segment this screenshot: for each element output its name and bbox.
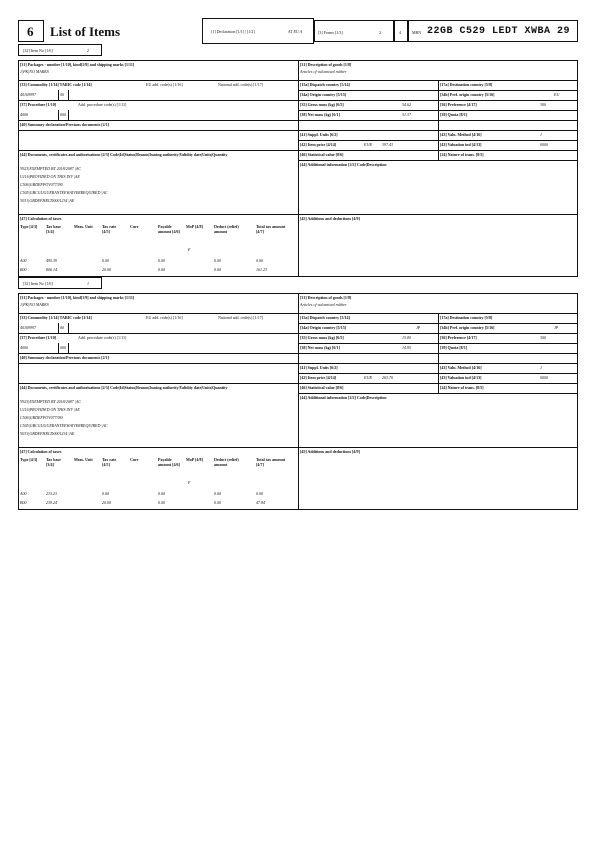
forms-total: 4	[399, 30, 401, 35]
tax-col-total: Total tax amount [4/7]	[256, 224, 286, 234]
tax-cell-payable: 0.00	[158, 491, 165, 496]
add-procedure-label: Add. procedure code(s) [1/11]	[78, 102, 127, 107]
tax-col-payable: Payable amount [4/6]	[158, 457, 180, 467]
tax-cell-type: A00	[20, 258, 27, 263]
tax-cell-total: 0.00	[256, 258, 263, 263]
document-line: C506|GBDEFPOV077390	[20, 415, 63, 420]
additions-label: [45] Additions and deductions [4/9]	[300, 216, 360, 221]
document-line: C505|GBCGUGUERANTEEWAIVERREQUIRED |AC	[20, 190, 108, 195]
document-line: Y031|GBDEFHRCD0001234 |AE	[20, 198, 75, 203]
suppl-units-label: [41] Suppl. Units [6/2]	[300, 132, 338, 137]
tax-cell-type: B00	[20, 267, 27, 272]
item-number: 2	[87, 48, 89, 53]
tax-col-rate: Tax rate [4/5]	[102, 224, 117, 234]
preference-label: [36] Preference [4/17]	[440, 102, 477, 107]
tax-cell-total: 0.00	[256, 491, 263, 496]
valuation-ind-value: 0000	[540, 375, 548, 380]
nature-label: [24] Nature of trans. [8/5]	[440, 385, 484, 390]
item-price-label: [42] Item price [4/14]	[300, 375, 337, 380]
description-value: Articles of vulcanised rubber	[300, 69, 347, 74]
tax-cell-total: 47.84	[256, 500, 265, 505]
gross-mass-label: [35] Gross mass (kg) [6/5]	[300, 102, 344, 107]
destination-country-label: [17a] Destination country [5/8]	[440, 82, 493, 87]
procedure-suffix: 000	[60, 345, 66, 350]
tax-col-meas: Meas. Unit	[74, 224, 93, 229]
tax-cell-rate: 20.00	[102, 500, 111, 505]
item-price-label: [42] Item price [4/14]	[300, 142, 337, 147]
page-number: 6	[27, 24, 34, 39]
tax-cell-base: 806.14	[46, 267, 57, 272]
tax-col-curr: Curr	[130, 457, 139, 462]
document-line: Y923|EXEMPTED BY 2018/2087 |AC	[20, 399, 81, 404]
item-price-currency: EUR	[364, 142, 372, 147]
add-procedure-label: Add. procedure code(s) [1/11]	[78, 335, 127, 340]
description-label: [31] Description of goods [1/8]	[300, 295, 352, 300]
net-mass-value: 51.37	[402, 112, 411, 117]
tax-cell-deduct: 0.00	[214, 267, 221, 272]
packages-value: 1|PK|NO MARKS	[20, 302, 49, 307]
pref-origin-country-label: [34b] Pref. origin country [5/16]	[440, 92, 495, 97]
mop-marker: F	[188, 480, 191, 485]
commodity-label: [33] Commodity [1/14] TARIC code [1/14]	[20, 82, 92, 87]
mrn-label: MRN	[412, 30, 422, 35]
tax-col-deduct: Deduct (relief) amount	[214, 224, 239, 234]
tax-col-curr: Curr	[130, 224, 139, 229]
item-number-label: [32] Item No [1/6]	[23, 48, 53, 53]
description-label: [31] Description of goods [1/8]	[300, 62, 352, 67]
tax-col-type: Type [4/3]	[20, 224, 38, 229]
item-price-value: 263.70	[382, 375, 393, 380]
tax-col-payable: Payable amount [4/6]	[158, 224, 180, 234]
nature-label: [24] Nature of trans. [8/5]	[440, 152, 484, 157]
document-line: C506|GBDEFPOV077390	[20, 182, 63, 187]
valuation-ind-label: [43] Valuation ind [4/13]	[440, 142, 482, 147]
commodity-suffix: 00	[60, 92, 64, 97]
forms-box	[314, 20, 394, 42]
tax-cell-deduct: 0.00	[214, 258, 221, 263]
commodity-value: 40169997	[20, 92, 36, 97]
tax-cell-rate: 0.00	[102, 258, 109, 263]
procedure-suffix: 000	[60, 112, 66, 117]
gross-mass-value: 15.80	[402, 335, 411, 340]
tax-col-mop: MoP [4/8]	[186, 224, 203, 229]
tax-cell-payable: 0.00	[158, 258, 165, 263]
commodity-label: [33] Commodity [1/14] TARIC code [1/14]	[20, 315, 92, 320]
forms-total-box	[394, 20, 408, 42]
commodity-suffix: 00	[60, 325, 64, 330]
statistical-value-label: [46] Statistical value [8/6]	[300, 152, 344, 157]
documents-label: [44] Documents, certificates and authorisations [2/3] Code|Id|Status|Reason|Issuing authority|Validity date|Units|Quantity	[20, 385, 228, 390]
tax-col-type: Type [4/3]	[20, 457, 38, 462]
commodity-value: 40169997	[20, 325, 36, 330]
item-number-label: [32] Item No [1/6]	[23, 281, 53, 286]
tax-cell-total: 161.23	[256, 267, 267, 272]
tax-cell-base: 233.23	[46, 491, 57, 496]
packages-value: 1|PK|NO MARKS	[20, 69, 49, 74]
additions-label: [45] Additions and deductions [4/9]	[300, 449, 360, 454]
page-header	[18, 20, 578, 42]
document-line: U116|PROVIDED ON THIS INV |AE	[20, 407, 80, 412]
quota-label: [39] Quota [8/1]	[440, 112, 468, 117]
procedure-label: [37] Procedure [1/10]	[20, 102, 57, 107]
mrn-box	[408, 20, 578, 42]
gross-mass-value: 54.62	[402, 102, 411, 107]
additional-info-label: [44] Additional information [2/2] Code|Description	[300, 162, 387, 167]
dispatch-country-label: [15a] Dispatch country [5/14]	[300, 82, 350, 87]
declaration-value: AT EU A	[288, 29, 303, 34]
tax-cell-deduct: 0.00	[214, 500, 221, 505]
valuation-method-value: 1	[540, 132, 542, 137]
document-line: C505|GBCGUGUERANTEEWAIVERREQUIRED |AC	[20, 423, 108, 428]
destination-country-label: [17a] Destination country [5/8]	[440, 315, 493, 320]
eu-add-label: EU add. code(s) [1/16]	[146, 315, 183, 320]
document-line: U116|PROVIDED ON THIS INV |AE	[20, 174, 80, 179]
origin-country-label: [34a] Origin country [5/15]	[300, 92, 347, 97]
summary-label: [40] Summary declaration/Previous documents [2/1]	[20, 355, 110, 360]
calculation-label: [47] Calculation of taxes	[20, 449, 62, 454]
suppl-units-label: [41] Suppl. Units [6/2]	[300, 365, 338, 370]
national-add-label: National add. code(s) [1/17]	[218, 82, 264, 87]
documents-list	[20, 399, 296, 439]
page-title: List of Items	[50, 24, 121, 39]
net-mass-value: 14.95	[402, 345, 411, 350]
valuation-ind-label: [43] Valuation ind [4/13]	[440, 375, 482, 380]
tax-cell-payable: 0.00	[158, 500, 165, 505]
document-line: Y923|EXEMPTED BY 2018/2087 |AC	[20, 166, 81, 171]
preference-value: 300	[540, 335, 546, 340]
tax-cell-deduct: 0.00	[214, 491, 221, 496]
tax-cell-type: A00	[20, 491, 27, 496]
tax-cell-rate: 20.00	[102, 267, 111, 272]
documents-list	[20, 166, 296, 206]
tax-col-deduct: Deduct (relief) amount	[214, 457, 239, 467]
tax-cell-base: 495.39	[46, 258, 57, 263]
tax-col-total: Total tax amount [4/7]	[256, 457, 286, 467]
statistical-value-label: [46] Statistical value [8/6]	[300, 385, 344, 390]
valuation-method-value: 1	[540, 365, 542, 370]
quota-label: [39] Quota [8/1]	[440, 345, 468, 350]
tax-row	[20, 491, 296, 499]
origin-country-value: JP	[416, 325, 421, 330]
tax-col-base: Tax base [3/4]	[46, 457, 61, 467]
item-number-box	[18, 44, 102, 56]
item-block	[18, 277, 578, 509]
tax-col-meas: Meas. Unit	[74, 457, 93, 462]
summary-label: [40] Summary declaration/Previous documents [2/1]	[20, 122, 110, 127]
tax-cell-type: B00	[20, 500, 27, 505]
valuation-method-label: [43] Valu. Method [4/16]	[440, 132, 482, 137]
calculation-label: [47] Calculation of taxes	[20, 216, 62, 221]
tax-row	[20, 258, 296, 266]
procedure-value: 4000	[20, 345, 28, 350]
declaration-box	[202, 18, 314, 44]
dispatch-country-label: [15a] Dispatch country [5/14]	[300, 315, 350, 320]
origin-country-label: [34a] Origin country [5/15]	[300, 325, 347, 330]
tax-col-base: Tax base [3/4]	[46, 224, 61, 234]
mop-marker: F	[188, 247, 191, 252]
item-block	[18, 44, 578, 276]
tax-row	[20, 267, 296, 275]
valuation-method-label: [43] Valu. Method [4/16]	[440, 365, 482, 370]
tax-cell-payable: 0.00	[158, 267, 165, 272]
page-number-box	[18, 20, 44, 42]
valuation-ind-value: 0000	[540, 142, 548, 147]
documents-label: [44] Documents, certificates and authorisations [2/3] Code|Id|Status|Reason|Issuing authority|Validity date|Units|Quantity	[20, 152, 228, 157]
item-price-value: 397.43	[382, 142, 393, 147]
pref-origin-country-value: JP	[554, 325, 559, 330]
eu-add-label: EU add. code(s) [1/16]	[146, 82, 183, 87]
forms-value: 2	[379, 30, 381, 35]
forms-label: [3] Forms [1/3]	[318, 30, 343, 35]
document-line: Y031|GBDEFHRCD0001234 |AE	[20, 431, 75, 436]
tax-cell-rate: 0.00	[102, 491, 109, 496]
tax-cell-base: 239.24	[46, 500, 57, 505]
national-add-label: National add. code(s) [1/17]	[218, 315, 264, 320]
additional-info-label: [44] Additional information [2/2] Code|Description	[300, 395, 387, 400]
net-mass-label: [38] Net mass (kg) [6/1]	[300, 345, 340, 350]
net-mass-label: [38] Net mass (kg) [6/1]	[300, 112, 340, 117]
pref-origin-country-label: [34b] Pref. origin country [5/16]	[440, 325, 495, 330]
preference-value: 300	[540, 102, 546, 107]
declaration-label: [1] Declaration [1/1] | [1/2]	[211, 29, 255, 34]
tax-col-rate: Tax rate [4/5]	[102, 457, 117, 467]
gross-mass-label: [35] Gross mass (kg) [6/5]	[300, 335, 344, 340]
item-number: 1	[87, 281, 89, 286]
pref-origin-country-value: EU	[554, 92, 560, 97]
tax-row	[20, 500, 296, 508]
tax-col-mop: MoP [4/8]	[186, 457, 203, 462]
packages-label: [31] Packages - number [1/10], kind[1/9] and shipping marks [1/11]	[20, 295, 135, 300]
procedure-value: 4000	[20, 112, 28, 117]
mrn-value: 22GB C529 LEDT XWBA 29	[427, 26, 571, 37]
procedure-label: [37] Procedure [1/10]	[20, 335, 57, 340]
item-number-box	[18, 277, 102, 289]
item-price-currency: EUR	[364, 375, 372, 380]
description-value: Articles of vulcanised rubber	[300, 302, 347, 307]
packages-label: [31] Packages - number [1/10], kind[1/9] and shipping marks [1/11]	[20, 62, 135, 67]
preference-label: [36] Preference [4/17]	[440, 335, 477, 340]
